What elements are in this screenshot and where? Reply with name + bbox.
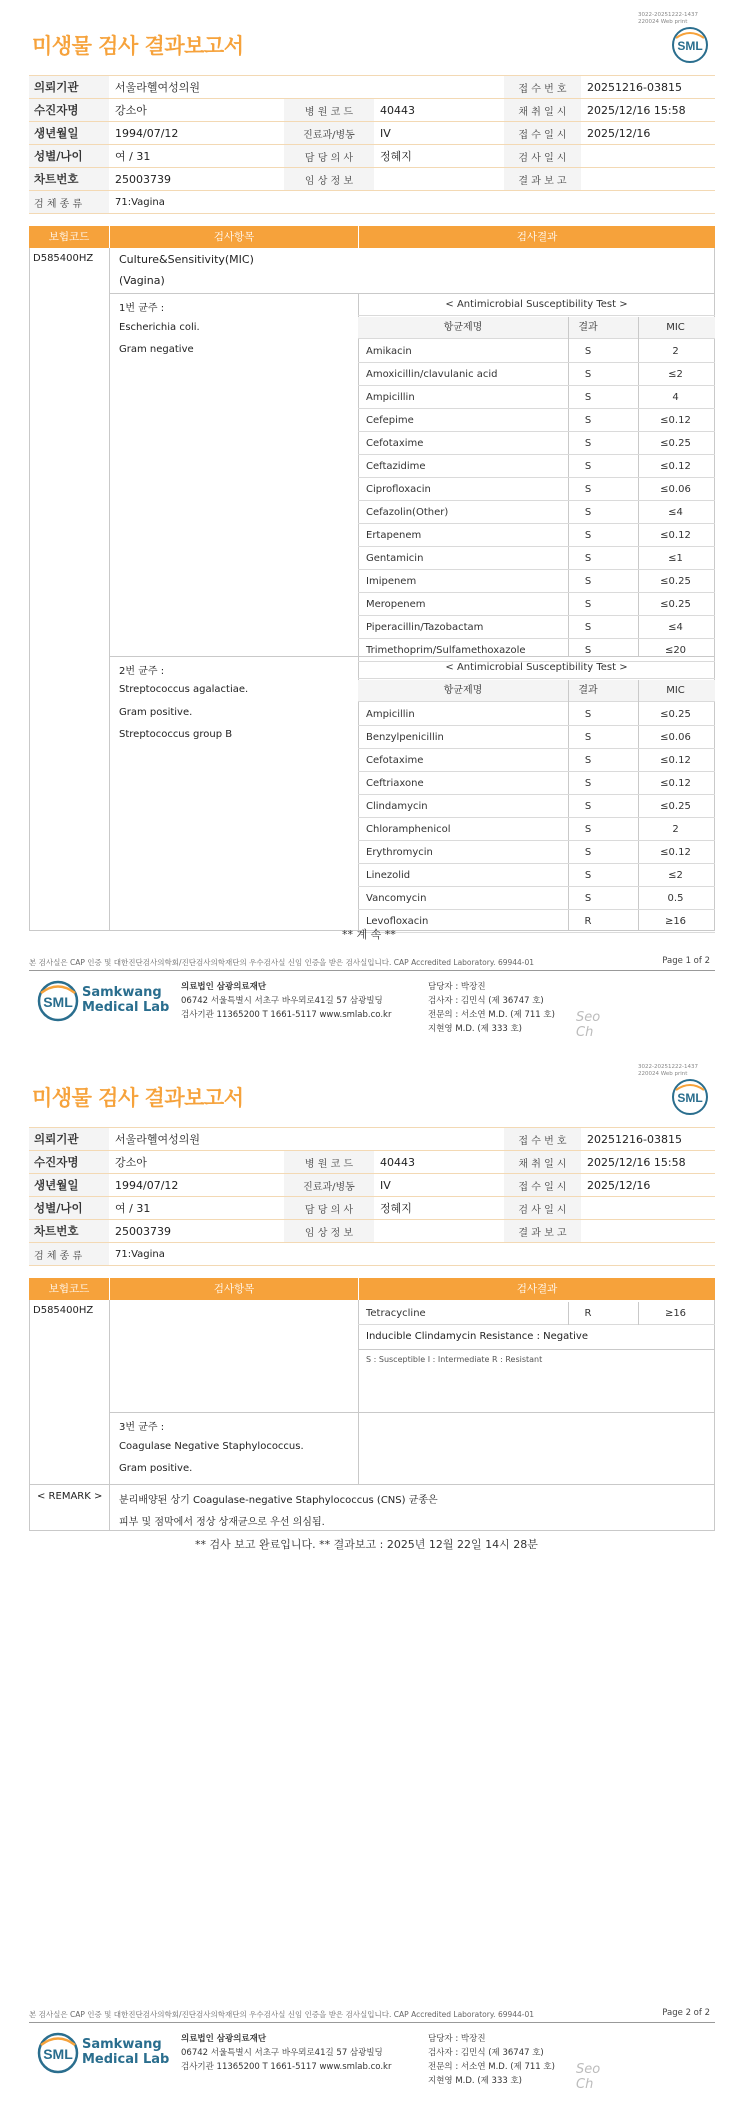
mic-value: ≤0.12 [660, 415, 691, 426]
ast-row [358, 703, 715, 726]
col-item-header: 검사항목 [213, 231, 255, 243]
divider [109, 1300, 110, 1530]
value: 71:Vagina [109, 191, 715, 214]
mic-value: ≤0.25 [660, 576, 691, 587]
results-table-header [29, 226, 715, 248]
label: 결 과 보 고 [504, 1220, 581, 1243]
value: 2025/12/16 15:58 [581, 99, 715, 122]
result-value: S [584, 438, 592, 449]
ast-row [358, 524, 715, 547]
divider [109, 248, 110, 930]
drug-name: Benzylpenicillin [366, 732, 444, 743]
ast-row [358, 409, 715, 432]
patient-info-table [29, 1127, 715, 1266]
result-value: S [584, 622, 592, 633]
value: 정혜지 [374, 145, 504, 168]
lab-name-line: Samkwang [82, 985, 162, 1000]
result-value: S [584, 645, 592, 656]
result-value: S [584, 847, 592, 858]
label: 수진자명 [29, 1151, 109, 1174]
mic-value: 2 [672, 346, 679, 357]
drug-name: Tetracycline [366, 1308, 426, 1319]
drug-name: Linezolid [366, 870, 411, 881]
mic-value: 4 [672, 392, 679, 403]
organism-1-name: Escherichia coli. [119, 322, 200, 333]
report-page-2 [0, 1052, 744, 2104]
label: 성별/나이 [29, 1197, 109, 1220]
label: 접 수 번 호 [504, 1128, 581, 1151]
print-code-line: 3022-20251222-1437 [638, 1064, 698, 1070]
accreditation-note: 본 검사실은 CAP 인증 및 대한진단검사의학회/진단검사의학재단의 우수검사실 신임 인증을 받은 검사실입니다. CAP Accredited Laboratory. 69944-01 [29, 958, 535, 967]
organism-2-group: Streptococcus group B [119, 729, 233, 740]
lab-name [82, 985, 169, 1015]
drug-name: Gentamicin [366, 553, 424, 564]
divider [109, 1412, 715, 1413]
divider [29, 1300, 30, 1530]
drug-name: Levofloxacin [366, 916, 429, 927]
label: 검 사 일 시 [504, 145, 581, 168]
result-value: S [584, 893, 592, 904]
value: 20251216-03815 [581, 1128, 715, 1151]
organism-2-name: Streptococcus agalactiae. [119, 684, 249, 695]
ast-column-header [358, 680, 715, 702]
mic-value: ≥16 [664, 916, 687, 927]
col-item-header: 검사항목 [213, 1283, 255, 1295]
lab-name-line: Medical Lab [82, 2052, 170, 2067]
mic-value: ≤0.25 [660, 801, 691, 812]
divider [714, 1300, 715, 1530]
completion-note: ** 검사 보고 완료입니다. ** 결과보고 : 2025년 12월 22일 14시 28분 [195, 1538, 538, 1551]
drug-column: 항균제명 [443, 322, 483, 333]
patient-info-table [29, 75, 715, 214]
drug-name: Ciprofloxacin [366, 484, 431, 495]
ast-row [358, 864, 715, 887]
mic-value: ≤2 [668, 369, 683, 380]
drug-name: Cefazolin(Other) [366, 507, 449, 518]
lab-info [181, 2032, 391, 2074]
mic-value: 2 [672, 824, 679, 835]
organism-1-label: 1번 균주 : [119, 303, 165, 314]
label: 차트번호 [29, 168, 109, 191]
lab-name-line: Samkwang [82, 2037, 162, 2052]
result-column: 결과 [578, 322, 598, 333]
drug-name: Ampicillin [366, 709, 415, 720]
ast-row [358, 570, 715, 593]
result-value: S [584, 507, 592, 518]
ast-row [358, 478, 715, 501]
value: IV [374, 122, 504, 145]
divider [358, 1349, 715, 1350]
value: IV [374, 1174, 504, 1197]
mic-column: MIC [666, 685, 685, 696]
divider [29, 1530, 715, 1531]
result-value: S [584, 755, 592, 766]
print-code [638, 12, 698, 26]
value [581, 1220, 715, 1243]
result-value: S [584, 801, 592, 812]
organism-2-label: 2번 균주 : [119, 666, 165, 677]
col-code-header: 보험코드 [48, 1283, 90, 1295]
ast-column-header [358, 317, 715, 339]
mic-value: ≤4 [668, 507, 683, 518]
result-value: S [584, 709, 592, 720]
staff-line: 지현영 M.D. (제 333 호) [428, 2076, 523, 2086]
print-code-line: 220024 Web print [638, 19, 688, 25]
ast-title: < Antimicrobial Susceptibility Test > [358, 294, 715, 316]
remark-label: < REMARK > [37, 1491, 103, 1502]
value: 25003739 [109, 168, 284, 191]
label: 진료과/병동 [284, 122, 374, 145]
signature-line: Seo [576, 2062, 601, 2077]
result-value: S [584, 870, 592, 881]
remark-line-2: 피부 및 점막에서 정상 상재균으로 우선 의심됨. [119, 1517, 325, 1528]
drug-name: Imipenem [366, 576, 417, 587]
drug-name: Piperacillin/Tazobactam [366, 622, 484, 633]
remark-line-1: 분리배양된 상기 Coagulase-negative Staphylococcus (CNS) 균종은 [119, 1495, 438, 1506]
col-code-header: 보험코드 [48, 231, 90, 243]
drug-name: Trimethoprim/Sulfamethoxazole [366, 645, 526, 656]
organism-1-gram: Gram negative [119, 344, 194, 355]
label: 검 사 일 시 [504, 1197, 581, 1220]
result-value: S [584, 576, 592, 587]
organism-3-label: 3번 균주 : [119, 1422, 165, 1433]
staff-line: 검사자 : 김민식 (제 36747 호) [428, 2048, 544, 2058]
value: 2025/12/16 [581, 1174, 715, 1197]
drug-name: Amikacin [366, 346, 412, 357]
test-name: Culture&Sensitivity(MIC) [119, 253, 254, 266]
drug-name: Cefepime [366, 415, 414, 426]
mic-value: ≤20 [664, 645, 687, 656]
drug-name: Ampicillin [366, 392, 415, 403]
mic-value: ≤0.12 [660, 847, 691, 858]
svg-text:SML: SML [43, 994, 73, 1010]
value: 여 / 31 [109, 1197, 284, 1220]
label: 담 당 의 사 [284, 1197, 374, 1220]
drug-name: Amoxicillin/clavulanic acid [366, 369, 498, 380]
svg-text:SML: SML [677, 1091, 703, 1105]
value: 정혜지 [374, 1197, 504, 1220]
mic-value: ≤0.06 [660, 484, 691, 495]
ast-row [358, 363, 715, 386]
mic-value: 0.5 [667, 893, 684, 904]
value: 1994/07/12 [109, 1174, 284, 1197]
organism-2-gram: Gram positive. [119, 707, 193, 718]
staff-line: 담당자 : 박장진 [428, 982, 486, 992]
ast-row [358, 501, 715, 524]
mic-value: ≤0.06 [660, 732, 691, 743]
divider [29, 1484, 715, 1485]
value: 40443 [374, 99, 504, 122]
sml-logo-icon [670, 25, 710, 65]
ast-row [358, 340, 715, 363]
result-column: 결과 [578, 685, 598, 696]
lab-name-line: Medical Lab [82, 1000, 170, 1015]
ast-row [358, 818, 715, 841]
drug-column: 항균제명 [443, 685, 483, 696]
ast-row [358, 432, 715, 455]
organism-3-gram: Gram positive. [119, 1463, 193, 1474]
value: 25003739 [109, 1220, 284, 1243]
value [374, 1220, 504, 1243]
value: 여 / 31 [109, 145, 284, 168]
mic-value: ≤4 [668, 622, 683, 633]
ast-row [358, 910, 715, 933]
drug-name: Meropenem [366, 599, 426, 610]
foundation: 의료법인 삼광의료재단 [181, 982, 267, 992]
ast-row [358, 386, 715, 409]
value: 강소아 [109, 1151, 284, 1174]
inducible-clindamycin-result: Inducible Clindamycin Resistance : Negative [366, 1331, 589, 1342]
ast-row [358, 455, 715, 478]
label: 성별/나이 [29, 145, 109, 168]
drug-name: Ertapenem [366, 530, 422, 541]
staff-line: 전문의 : 서소연 M.D. (제 711 호) [428, 2062, 555, 2072]
drug-name: Erythromycin [366, 847, 433, 858]
agency: 검사기관 11365200 T 1661-5117 www.smlab.co.kr [181, 2062, 392, 2072]
staff-line: 지현영 M.D. (제 333 호) [428, 1024, 523, 1034]
signature-line: Ch [576, 2077, 594, 2092]
label: 차트번호 [29, 1220, 109, 1243]
result-value: S [584, 484, 592, 495]
label: 채 취 일 시 [504, 1151, 581, 1174]
staff-list [428, 980, 555, 1036]
result-value: S [584, 369, 592, 380]
test-specimen: (Vagina) [119, 274, 165, 287]
lab-info [181, 980, 391, 1022]
label: 생년월일 [29, 1174, 109, 1197]
label: 접 수 번 호 [504, 76, 581, 99]
drug-name: Ceftazidime [366, 461, 426, 472]
value: 71:Vagina [109, 1243, 715, 1266]
insurance-code: D585400HZ [33, 253, 94, 264]
divider [358, 1300, 359, 1484]
value [374, 168, 504, 191]
staff-line: 검사자 : 김민식 (제 36747 호) [428, 996, 544, 1006]
result-value: R [584, 916, 592, 927]
ast-row [358, 726, 715, 749]
sml-logo-icon [670, 1077, 710, 1117]
value: 2025/12/16 15:58 [581, 1151, 715, 1174]
label: 의뢰기관 [29, 76, 109, 99]
label: 임 상 정 보 [284, 1220, 374, 1243]
value [581, 168, 715, 191]
report-title: 미생물 검사 결과보고서 [32, 1086, 244, 1110]
insurance-code: D585400HZ [33, 1305, 94, 1316]
report-title: 미생물 검사 결과보고서 [32, 34, 244, 58]
drug-name: Vancomycin [366, 893, 427, 904]
svg-text:SML: SML [43, 2046, 73, 2062]
label: 검 체 종 류 [29, 1243, 109, 1266]
drug-name: Chloramphenicol [366, 824, 451, 835]
mic-value: ≤0.25 [660, 438, 691, 449]
label: 수진자명 [29, 99, 109, 122]
result-legend: S : Susceptible I : Intermediate R : Resistant [366, 1355, 543, 1364]
label: 생년월일 [29, 122, 109, 145]
lab-name [82, 2037, 169, 2067]
ast-row [358, 841, 715, 864]
result-value: S [584, 346, 592, 357]
print-code-line: 220024 Web print [638, 1071, 688, 1077]
value: 40443 [374, 1151, 504, 1174]
drug-name: Ceftriaxone [366, 778, 424, 789]
label: 채 취 일 시 [504, 99, 581, 122]
page-number: Page 1 of 2 [662, 956, 710, 966]
result-value: S [584, 461, 592, 472]
mic-value: ≤0.25 [660, 709, 691, 720]
label: 임 상 정 보 [284, 168, 374, 191]
result-value: S [584, 824, 592, 835]
print-code-line: 3022-20251222-1437 [638, 12, 698, 18]
label: 접 수 일 시 [504, 1174, 581, 1197]
label: 접 수 일 시 [504, 122, 581, 145]
agency: 검사기관 11365200 T 1661-5117 www.smlab.co.kr [181, 1010, 392, 1020]
drug-name: Cefotaxime [366, 438, 424, 449]
mic-value: ≤0.12 [660, 530, 691, 541]
ast-row [358, 795, 715, 818]
signature-line: Ch [576, 1025, 594, 1040]
value: 서울라헬여성의원 [109, 76, 504, 99]
ast-row [358, 1302, 715, 1325]
result-value: S [584, 732, 592, 743]
label: 담 당 의 사 [284, 145, 374, 168]
signature [576, 1010, 600, 1040]
result-value: S [584, 392, 592, 403]
drug-name: Cefotaxime [366, 755, 424, 766]
ast-row [358, 547, 715, 570]
divider [29, 970, 715, 971]
signature-line: Seo [576, 1010, 601, 1025]
staff-line: 전문의 : 서소연 M.D. (제 711 호) [428, 1010, 555, 1020]
value: 강소아 [109, 99, 284, 122]
mic-value: ≤0.12 [660, 755, 691, 766]
result-value: S [584, 530, 592, 541]
print-code [638, 1064, 698, 1078]
value: 서울라헬여성의원 [109, 1128, 504, 1151]
label: 의뢰기관 [29, 1128, 109, 1151]
label: 검 체 종 류 [29, 191, 109, 214]
foundation: 의료법인 삼광의료재단 [181, 2034, 267, 2044]
ast-row [358, 772, 715, 795]
value [581, 145, 715, 168]
label: 진료과/병동 [284, 1174, 374, 1197]
address: 06742 서울특별시 서초구 바우뫼로41길 57 삼광빌딩 [181, 996, 383, 1006]
label: 병 원 코 드 [284, 1151, 374, 1174]
ast-row [358, 887, 715, 910]
result-value: S [584, 778, 592, 789]
mic-value: ≤2 [668, 870, 683, 881]
result-value: R [584, 1308, 592, 1319]
divider [638, 1302, 639, 1325]
mic-value: ≤0.12 [660, 461, 691, 472]
organism-3-name: Coagulase Negative Staphylococcus. [119, 1441, 304, 1452]
result-value: S [584, 415, 592, 426]
drug-name: Clindamycin [366, 801, 428, 812]
mic-value: ≤0.25 [660, 599, 691, 610]
value: 2025/12/16 [581, 122, 715, 145]
result-value: S [584, 599, 592, 610]
mic-value: ≥16 [664, 1308, 687, 1319]
page-number: Page 2 of 2 [662, 2008, 710, 2018]
value: 20251216-03815 [581, 76, 715, 99]
address: 06742 서울특별시 서초구 바우뫼로41길 57 삼광빌딩 [181, 2048, 383, 2058]
accreditation-note: 본 검사실은 CAP 인증 및 대한진단검사의학회/진단검사의학재단의 우수검사실 신임 인증을 받은 검사실입니다. CAP Accredited Laboratory. 69944-01 [29, 2010, 535, 2019]
value [581, 1197, 715, 1220]
staff-line: 담당자 : 박장진 [428, 2034, 486, 2044]
mic-value: ≤0.12 [660, 778, 691, 789]
value: 1994/07/12 [109, 122, 284, 145]
result-value: S [584, 553, 592, 564]
continued-note: ** 계 속 ** [342, 928, 396, 941]
ast-title: < Antimicrobial Susceptibility Test > [358, 657, 715, 679]
divider [29, 2022, 715, 2023]
ast-row [358, 593, 715, 616]
col-result-header: 검사결과 [516, 231, 558, 243]
staff-list [428, 2032, 555, 2088]
mic-column: MIC [666, 322, 685, 333]
results-table-header [29, 1278, 715, 1300]
signature [576, 2062, 600, 2092]
divider [568, 1302, 569, 1325]
col-result-header: 검사결과 [516, 1283, 558, 1295]
ast-row [358, 749, 715, 772]
mic-value: ≤1 [668, 553, 683, 564]
ast-row [358, 616, 715, 639]
label: 병 원 코 드 [284, 99, 374, 122]
svg-text:SML: SML [677, 39, 703, 53]
divider [29, 248, 30, 930]
label: 결 과 보 고 [504, 168, 581, 191]
